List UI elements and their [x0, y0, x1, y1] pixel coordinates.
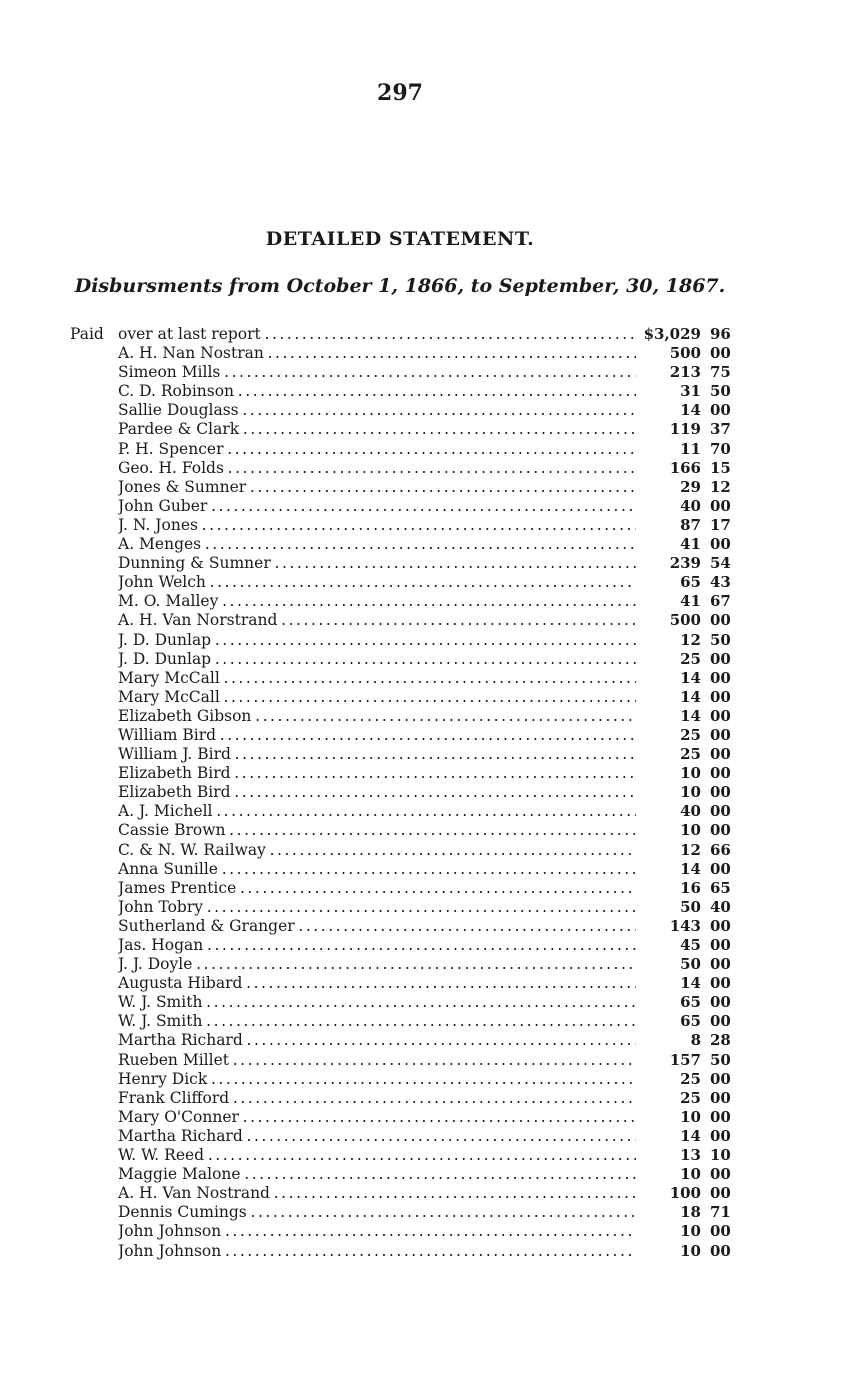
amount-dollars: 25 — [680, 725, 701, 744]
disbursement-list — [0, 325, 857, 1261]
payee-name: Pardee & Clark . . . — [118, 420, 636, 439]
amount-cents: 37 — [710, 420, 731, 439]
payee-name: W. J. Smith . . . — [118, 993, 636, 1012]
list-item — [0, 1184, 857, 1203]
payee-name: A. H. Van Norstrand . . . — [118, 611, 636, 630]
amount-dollars: 65 — [680, 1012, 701, 1031]
list-item — [0, 879, 857, 898]
amount-dollars: 14 — [680, 706, 701, 725]
amount-dollars: 50 — [680, 897, 701, 916]
amount-dollars: 14 — [680, 668, 701, 687]
amount-dollars: 14 — [680, 1126, 701, 1145]
payee-name: John Johnson . . . — [118, 1242, 636, 1261]
list-item — [0, 1108, 857, 1127]
amount-dollars: 45 — [680, 936, 701, 954]
payee-name: A. J. Michell . . . — [118, 802, 636, 821]
payee-name: Augusta Hibard . . . — [118, 974, 636, 993]
payee-name: Jones & Sumner . . . — [118, 478, 636, 497]
amount-cents: 67 — [710, 592, 731, 611]
amount-dollars: 31 — [680, 382, 701, 401]
list-item — [0, 1031, 857, 1050]
amount-cents: 00 — [710, 993, 731, 1012]
amount-dollars: 143 — [669, 916, 701, 935]
list-item — [0, 497, 857, 516]
amount-cents: 00 — [710, 745, 731, 764]
amount-cents: 00 — [710, 1184, 731, 1203]
amount-dollars: 25 — [680, 1088, 701, 1107]
payee-name: Simeon Mills . . . — [118, 363, 636, 382]
amount-cents: 66 — [710, 840, 731, 859]
payee-name: Sutherland & Granger . . . — [118, 917, 636, 936]
amount-cents: 75 — [710, 363, 731, 382]
list-item — [0, 726, 857, 745]
list-item — [0, 363, 857, 382]
payee-name: John Guber . . . — [118, 497, 636, 516]
amount-cents: 17 — [710, 515, 731, 534]
amount-cents: 00 — [710, 611, 731, 630]
amount-cents: 65 — [710, 878, 731, 897]
amount-dollars: 500 — [669, 611, 701, 630]
amount-dollars: 119 — [669, 420, 701, 439]
payee-name: Jas. Hogan . . . — [118, 936, 636, 955]
paid-label: Paid — [70, 325, 104, 343]
payee-name: Martha Richard . . . — [118, 1127, 636, 1146]
list-item — [0, 382, 857, 401]
list-item — [0, 516, 857, 535]
amount-cents: 00 — [710, 649, 731, 668]
amount-dollars: 65 — [680, 573, 701, 592]
payee-name: Elizabeth Bird . . . — [118, 783, 636, 802]
page-subtitle: Disbursments from October 1, 1866, to September, 30, 1867. — [74, 275, 726, 297]
amount-cents: 00 — [710, 859, 731, 878]
list-item — [0, 841, 857, 860]
list-item — [0, 936, 857, 955]
payee-name: Martha Richard . . . — [118, 1031, 636, 1050]
amount-cents: 71 — [710, 1203, 731, 1222]
amount-dollars: 8 — [690, 1031, 701, 1050]
amount-dollars: 10 — [680, 1107, 701, 1126]
payee-name: John Tobry . . . — [118, 898, 636, 917]
amount-dollars: 65 — [680, 993, 701, 1012]
amount-dollars: 239 — [669, 554, 701, 573]
list-item — [0, 631, 857, 650]
list-item — [0, 764, 857, 783]
amount-cents: 00 — [710, 783, 731, 802]
list-item — [0, 650, 857, 669]
list-item — [0, 401, 857, 420]
list-item — [0, 459, 857, 478]
list-item — [0, 554, 857, 573]
list-item — [0, 1089, 857, 1108]
amount-cents: 00 — [710, 344, 731, 363]
amount-dollars: 14 — [680, 974, 701, 993]
payee-name: M. O. Malley . . . — [118, 592, 636, 611]
payee-name: P. H. Spencer . . . — [118, 440, 636, 459]
payee-name: Geo. H. Folds . . . — [118, 459, 636, 478]
list-item — [0, 802, 857, 821]
list-item — [0, 955, 857, 974]
payee-name: A. Menges . . . — [118, 535, 636, 554]
list-item — [0, 993, 857, 1012]
amount-cents: 54 — [710, 554, 731, 573]
payee-name: Rueben Millet . . . — [118, 1051, 636, 1070]
amount-dollars: 166 — [669, 458, 701, 477]
list-item — [0, 1051, 857, 1070]
amount-cents: 00 — [710, 668, 731, 687]
amount-dollars: 25 — [680, 649, 701, 668]
amount-dollars: 10 — [680, 783, 701, 802]
payee-name: Mary McCall . . . — [118, 688, 636, 707]
amount-cents: 12 — [710, 477, 731, 496]
payee-name: Cassie Brown . . . — [118, 821, 636, 840]
amount-cents: 00 — [710, 936, 731, 954]
list-item — [0, 1146, 857, 1165]
list-item — [0, 440, 857, 459]
payee-name: James Prentice . . . — [118, 879, 636, 898]
payee-name: W. W. Reed . . . — [118, 1146, 636, 1165]
amount-cents: 00 — [710, 1012, 731, 1031]
amount-cents: 15 — [710, 458, 731, 477]
amount-cents: 00 — [710, 1241, 731, 1260]
amount-dollars: 40 — [680, 496, 701, 515]
amount-dollars: 41 — [680, 592, 701, 611]
list-item — [0, 420, 857, 439]
payee-name: Dennis Cumings . . . — [118, 1203, 636, 1222]
list-item — [0, 611, 857, 630]
payee-name: Elizabeth Bird . . . — [118, 764, 636, 783]
payee-name: Sallie Douglass . . . — [118, 401, 636, 420]
list-item — [0, 1242, 857, 1261]
list-item — [0, 344, 857, 363]
amount-cents: 00 — [710, 1088, 731, 1107]
amount-dollars: 41 — [680, 535, 701, 554]
amount-dollars: 11 — [680, 439, 701, 458]
amount-cents: 00 — [710, 687, 731, 706]
payee-name: Anna Sunille . . . — [118, 860, 636, 879]
list-item — [0, 1070, 857, 1089]
amount-cents: 00 — [710, 764, 731, 783]
amount-cents: 00 — [710, 496, 731, 515]
amount-cents: 50 — [710, 630, 731, 649]
list-item — [0, 325, 857, 344]
amount-cents: 00 — [710, 706, 731, 725]
amount-dollars: 87 — [680, 515, 701, 534]
payee-name: William Bird . . . — [118, 726, 636, 745]
amount-cents: 00 — [710, 1107, 731, 1126]
amount-cents: 10 — [710, 1146, 731, 1165]
amount-dollars: 100 — [669, 1184, 701, 1203]
amount-dollars: 213 — [669, 363, 701, 382]
list-item — [0, 974, 857, 993]
list-item — [0, 1165, 857, 1184]
amount-cents: 00 — [710, 1165, 731, 1184]
payee-name: Elizabeth Gibson . . . — [118, 707, 636, 726]
amount-cents: 00 — [710, 821, 731, 840]
payee-name: J. D. Dunlap . . . — [118, 631, 636, 650]
amount-dollars: 14 — [680, 401, 701, 420]
amount-dollars: 25 — [680, 1069, 701, 1088]
amount-dollars: 16 — [680, 878, 701, 897]
amount-dollars: 14 — [680, 859, 701, 878]
amount-cents: 70 — [710, 439, 731, 458]
list-item — [0, 898, 857, 917]
amount-dollars: 18 — [680, 1203, 701, 1222]
page-title: DETAILED STATEMENT. — [265, 228, 535, 250]
payee-name: John Johnson . . . — [118, 1222, 636, 1241]
list-item — [0, 1127, 857, 1146]
amount-dollars: $3,029 — [643, 325, 701, 343]
amount-cents: 00 — [710, 974, 731, 993]
amount-cents: 00 — [710, 802, 731, 821]
amount-cents: 00 — [710, 1069, 731, 1088]
payee-name: William J. Bird . . . — [118, 745, 636, 764]
payee-name: J. J. Doyle . . . — [118, 955, 636, 974]
amount-dollars: 50 — [680, 955, 701, 974]
amount-cents: 50 — [710, 1050, 731, 1069]
payee-name: A. H. Nan Nostran . . . — [118, 344, 636, 363]
amount-cents: 28 — [710, 1031, 731, 1050]
payee-name: J. N. Jones . . . — [118, 516, 636, 535]
payee-name: Maggie Malone . . . — [118, 1165, 636, 1184]
amount-cents: 40 — [710, 897, 731, 916]
amount-dollars: 157 — [669, 1050, 701, 1069]
payee-name: John Welch . . . — [118, 573, 636, 592]
list-item — [0, 917, 857, 936]
amount-dollars: 13 — [680, 1146, 701, 1165]
list-item — [0, 1203, 857, 1222]
page-number: 297 — [377, 80, 423, 106]
list-item — [0, 592, 857, 611]
amount-cents: 00 — [710, 401, 731, 420]
payee-name: C. & N. W. Railway . . . — [118, 841, 636, 860]
list-item — [0, 707, 857, 726]
payee-name: over at last report . . . — [118, 325, 636, 344]
list-item — [0, 745, 857, 764]
amount-cents: 00 — [710, 725, 731, 744]
amount-cents: 50 — [710, 382, 731, 401]
amount-dollars: 10 — [680, 821, 701, 840]
list-item — [0, 669, 857, 688]
amount-dollars: 40 — [680, 802, 701, 821]
list-item — [0, 821, 857, 840]
payee-name: Mary McCall . . . — [118, 669, 636, 688]
list-item — [0, 573, 857, 592]
amount-dollars: 12 — [680, 630, 701, 649]
amount-dollars: 12 — [680, 840, 701, 859]
amount-dollars: 10 — [680, 1165, 701, 1184]
payee-name: Henry Dick . . . — [118, 1070, 636, 1089]
amount-cents: 96 — [710, 325, 731, 343]
list-item — [0, 478, 857, 497]
amount-dollars: 29 — [680, 477, 701, 496]
amount-dollars: 10 — [680, 1222, 701, 1241]
amount-dollars: 14 — [680, 687, 701, 706]
list-item — [0, 535, 857, 554]
amount-cents: 00 — [710, 916, 731, 935]
amount-cents: 00 — [710, 535, 731, 554]
amount-cents: 00 — [710, 1222, 731, 1241]
list-item — [0, 1012, 857, 1031]
list-item — [0, 783, 857, 802]
amount-dollars: 10 — [680, 764, 701, 783]
list-item — [0, 688, 857, 707]
payee-name: C. D. Robinson . . . — [118, 382, 636, 401]
payee-name: W. J. Smith . . . — [118, 1012, 636, 1031]
amount-dollars: 10 — [680, 1241, 701, 1260]
amount-dollars: 25 — [680, 745, 701, 764]
payee-name: Mary O'Conner . . . — [118, 1108, 636, 1127]
list-item — [0, 1222, 857, 1241]
payee-name: A. H. Van Nostrand . . . — [118, 1184, 636, 1203]
amount-cents: 00 — [710, 955, 731, 974]
amount-cents: 00 — [710, 1126, 731, 1145]
amount-dollars: 500 — [669, 344, 701, 363]
payee-name: J. D. Dunlap . . . — [118, 650, 636, 669]
list-item — [0, 860, 857, 879]
payee-name: Frank Clifford . . . — [118, 1089, 636, 1108]
amount-cents: 43 — [710, 573, 731, 592]
payee-name: Dunning & Sumner . . . — [118, 554, 636, 573]
